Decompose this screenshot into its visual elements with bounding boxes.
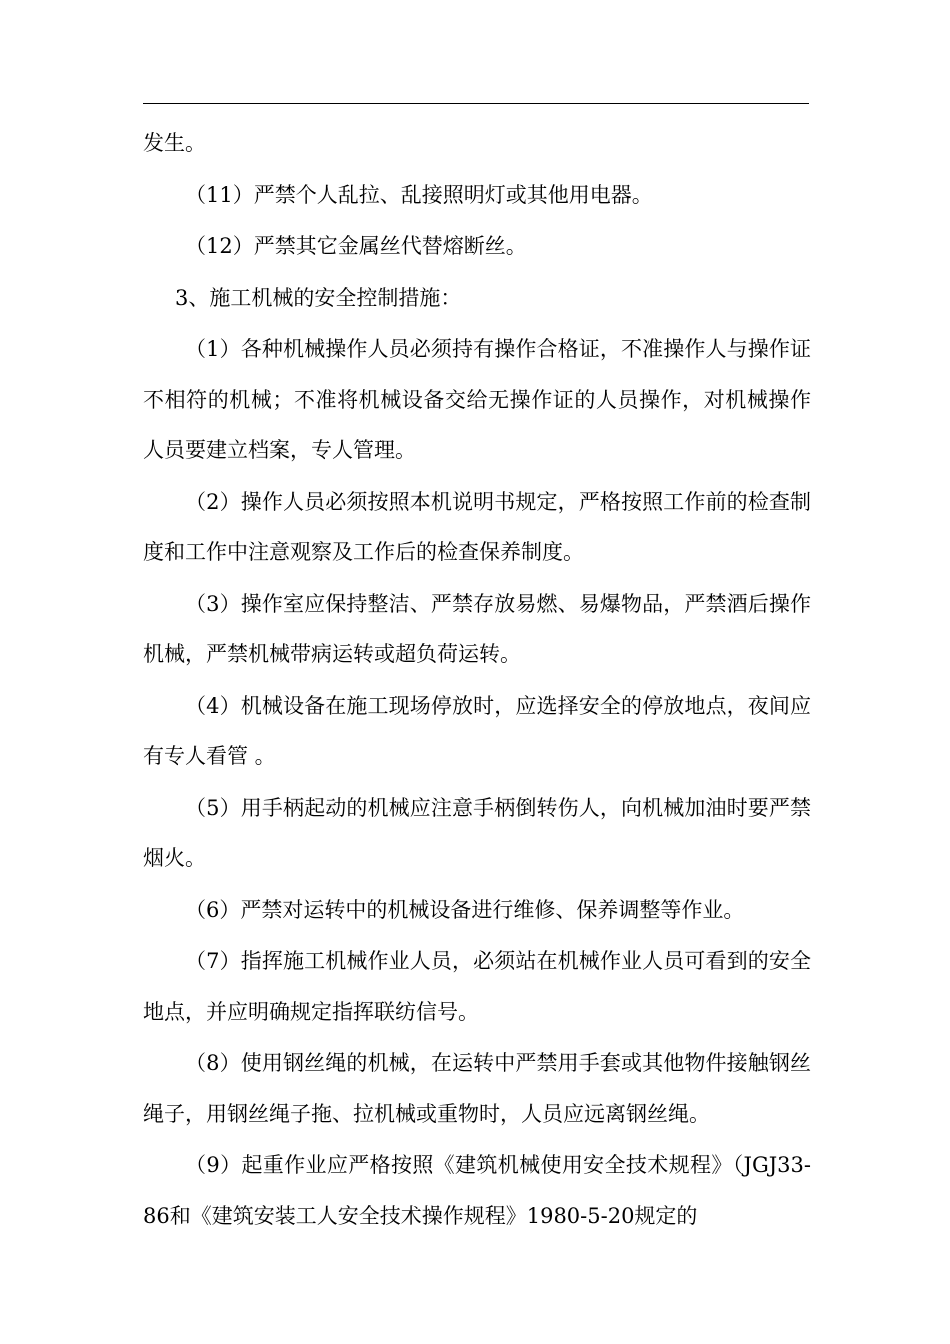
paragraph-item-11: （11）严禁个人乱拉、乱接照明灯或其他用电器。 bbox=[185, 182, 653, 207]
paragraph-continuation: 发生。 bbox=[143, 131, 206, 155]
paragraph-item-8: （8）使用钢丝绳的机械，在运转中严禁用手套或其他物件接触钢丝绳子，用钢丝绳子拖、拉机械或重物时，人员应远离钢丝绳。 bbox=[143, 1051, 811, 1126]
paragraph-item-12: （12）严禁其它金属丝代替熔断丝。 bbox=[185, 234, 527, 258]
section-heading-3: 3、施工机械的安全控制措施： bbox=[175, 285, 462, 310]
header-rule bbox=[143, 103, 809, 104]
paragraph-item-4: （4）机械设备在施工现场停放时，应选择安全的停放地点，夜间应有专人看管 。 bbox=[143, 693, 811, 768]
paragraph-item-3: （3）操作室应保持整洁、严禁存放易燃、易爆物品，严禁酒后操作机械，严禁机械带病运转或超负荷运转。 bbox=[143, 591, 811, 666]
paragraph-item-9: （9）起重作业应严格按照《建筑机械使用安全技术规程》（JGJ33-86和《建筑安装工人安全技术操作规程》1980-5-20规定的 bbox=[143, 1153, 811, 1228]
paragraph-item-2: （2）操作人员必须按照本机说明书规定，严格按照工作前的检查制度和工作中注意观察及工作后的检查保养制度。 bbox=[143, 489, 811, 564]
paragraph-item-5: （5）用手柄起动的机械应注意手柄倒转伤人，向机械加油时要严禁烟火。 bbox=[143, 795, 811, 870]
paragraph-item-7: （7）指挥施工机械作业人员，必须站在机械作业人员可看到的安全地点，并应明确规定指挥联纺信号。 bbox=[143, 949, 811, 1024]
paragraph-item-1: （1）各种机械操作人员必须持有操作合格证，不准操作人与操作证不相符的机械；不准将机械设备交给无操作证的人员操作，对机械操作人员要建立档案，专人管理。 bbox=[143, 337, 811, 462]
document-body bbox=[143, 118, 811, 1242]
paragraph-item-6: （6）严禁对运转中的机械设备进行维修、保养调整等作业。 bbox=[185, 897, 745, 922]
